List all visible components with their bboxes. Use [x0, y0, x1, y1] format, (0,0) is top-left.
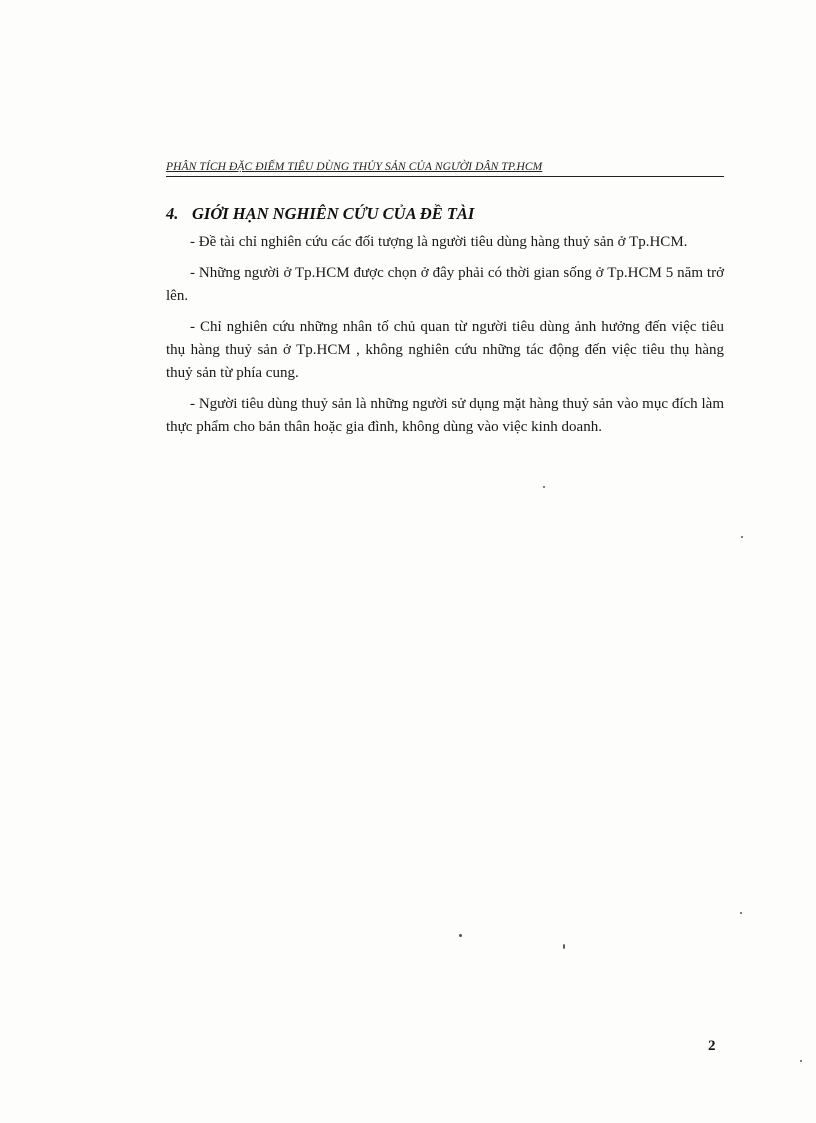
paragraph: - Người tiêu dùng thuỷ sản là những người sử dụng mặt hàng thuỷ sản vào mục đích làm thực phẩm cho bản thân hoặc gia đình, không dùng vào việc kinh doanh. — [166, 396, 724, 435]
page-number: 2 — [708, 1038, 716, 1054]
section-heading — [166, 204, 474, 224]
section-title: GIỚI HẠN NGHIÊN CỨU CỦA ĐỀ TÀI — [192, 204, 475, 223]
scan-speck — [740, 912, 742, 914]
paragraph: - Những người ở Tp.HCM được chọn ở đây phải có thời gian sống ở Tp.HCM 5 năm trở lên. — [166, 265, 724, 304]
paragraph: - Đề tài chỉ nghiên cứu các đối tượng là người tiêu dùng hàng thuỷ sản ở Tp.HCM. — [190, 234, 688, 250]
running-header — [166, 160, 724, 177]
body-text — [166, 231, 724, 447]
scan-speck — [741, 536, 743, 538]
paragraph: - Chỉ nghiên cứu những nhân tố chủ quan từ người tiêu dùng ảnh hưởng đến việc tiêu thụ hàng thuỷ sản ở Tp.HCM , không nghiên cứu những tác động đến việc tiêu thụ hàng thuỷ sản từ phía cung. — [166, 319, 724, 381]
section-number: 4. — [166, 204, 179, 223]
scan-speck — [563, 944, 565, 949]
scan-speck — [459, 934, 462, 937]
running-header-title: PHÂN TÍCH ĐẶC ĐIỂM TIÊU DÙNG THỦY SẢN CỦA NGƯỜI DÂN TP.HCM — [166, 161, 543, 173]
scan-speck — [800, 1060, 802, 1062]
scan-speck — [543, 486, 545, 488]
